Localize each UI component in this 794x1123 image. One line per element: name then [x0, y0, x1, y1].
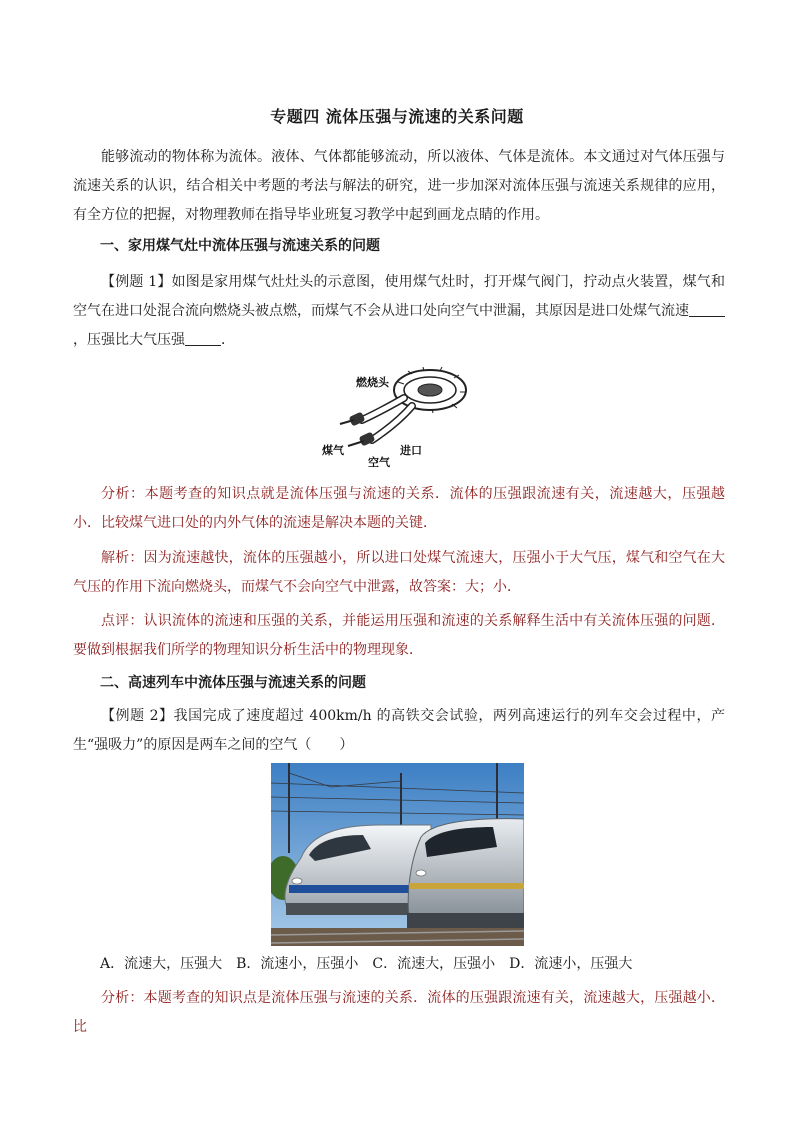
answer-blank-1[interactable] [689, 302, 725, 317]
label-burner-head: 燃烧头 [356, 376, 389, 389]
example1-text-c: ． [221, 332, 235, 348]
example1-question [73, 268, 725, 355]
section1-heading: 一、家用煤气灶中流体压强与流速关系的问题 [100, 238, 380, 254]
intro-paragraph: 能够流动的物体称为流体。液体、气体都能够流动，所以液体、气体是流体。本文通过对气体压强与流速关系的认识，结合相关中考题的考法与解法的研究，进一步加深对流体压强与流速关系规律的应用，有全方位的把握，对物理教师在指导毕业班复习教学中起到画龙点睛的作用。 [73, 149, 725, 223]
answer-blank-2[interactable] [185, 331, 221, 346]
label-gas: 煤气 [322, 444, 344, 457]
example1-comment: 点评：认识流体的流速和压强的关系，并能运用压强和流速的关系解释生活中有关流体压强的问题．要做到根据我们所学的物理知识分析生活中的物理现象． [73, 613, 725, 658]
label-air: 空气 [368, 456, 390, 469]
page-title: 专题四 流体压强与流速的关系问题 [270, 107, 524, 126]
example1-text-a: 【例题 1】如图是家用煤气灶灶头的示意图，使用煤气灶时，打开煤气阀门，拧动点火装置，煤气和空气在进口处混合流向燃烧头被点燃，而煤气不会从进口处向空气中泄漏，其原因是进口处煤气流速 [73, 274, 725, 319]
example2-question: 【例题 2】我国完成了速度超过 400km/h 的高铁交会试验，两列高速运行的列车交会过程中，产生“强吸力”的原因是两车之间的空气（ ） [73, 708, 725, 753]
high-speed-trains-photo [271, 763, 524, 946]
gas-stove-figure [320, 362, 470, 470]
example2-options: A．流速大，压强大 B．流速小，压强小 C．流速大，压强小 D．流速小，压强大 [100, 956, 633, 972]
section2-heading: 二、高速列车中流体压强与流速关系的问题 [100, 675, 366, 691]
label-inlet: 进口 [400, 444, 422, 457]
example1-text-b: ，压强比大气压强 [73, 332, 185, 348]
example2-analysis: 分析：本题考查的知识点是流体压强与流速的关系．流体的压强跟流速有关，流速越大，压强越小．比 [73, 990, 725, 1035]
example1-solution: 解析：因为流速越快，流体的压强越小，所以进口处煤气流速大，压强小于大气压，煤气和空气在大气压的作用下流向燃烧头，而煤气不会向空气中泄露，故答案：大；小． [73, 550, 725, 595]
example1-analysis: 分析：本题考查的知识点就是流体压强与流速的关系．流体的压强跟流速有关，流速越大，压强越小．比较煤气进口处的内外气体的流速是解决本题的关键． [73, 486, 725, 531]
